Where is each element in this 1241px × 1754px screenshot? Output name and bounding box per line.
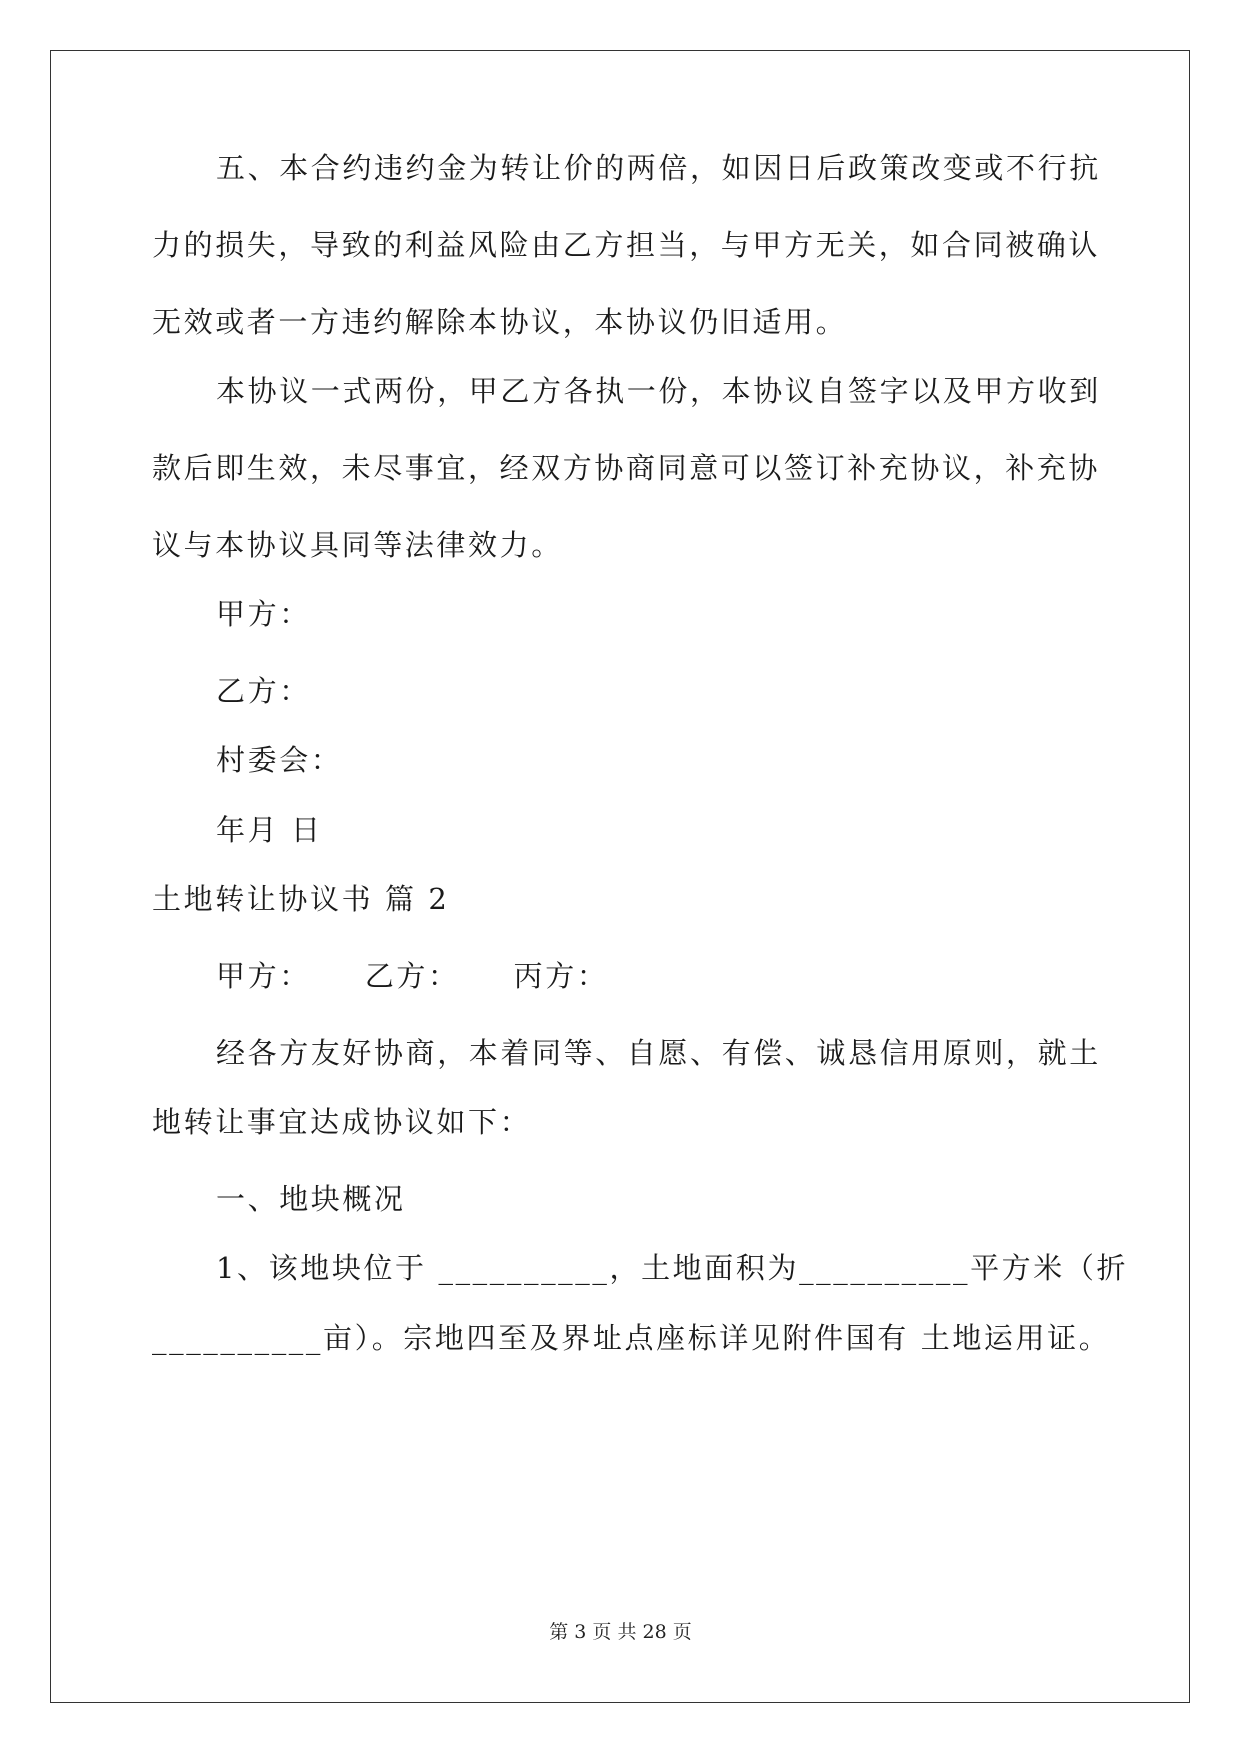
paragraph-line: 五、本合约违约金为转让价的两倍，如因日后政策改变或不行抗 <box>216 151 1101 185</box>
page-number: 第 3 页 共 28 页 <box>549 1621 692 1643</box>
paragraph-line: 款后即生效，未尽事宜，经双方协商同意可以签订补充协议，补充协 <box>152 451 1101 485</box>
paragraph-line: 议与本协议具同等法律效力。 <box>152 528 563 562</box>
paragraph-line: 经各方友好协商，本着同等、自愿、有偿、诚恳信用原则，就土 <box>216 1036 1101 1070</box>
page-border <box>50 50 1190 1703</box>
party-a-label: 甲方： <box>216 959 311 993</box>
signature-party-a: 甲方： <box>216 597 311 631</box>
paragraph-line: __________亩）。宗地四至及界址点座标详见附件国有 土地运用证。 <box>152 1321 1111 1355</box>
signature-village-committee: 村委会： <box>216 743 343 777</box>
paragraph-line: 本协议一式两份，甲乙方各执一份，本协议自签字以及甲方收到 <box>216 374 1101 408</box>
parties-line <box>216 956 608 996</box>
signature-party-b: 乙方： <box>216 674 311 708</box>
signature-date: 年月 日 <box>216 813 323 847</box>
paragraph-line: 力的损失，导致的利益风险由乙方担当，与甲方无关，如合同被确认 <box>152 228 1101 262</box>
paragraph-line: 1、该地块位于 __________，土地面积为__________平方米（折 <box>216 1251 1129 1285</box>
party-b-label: 乙方： <box>364 959 460 993</box>
section-heading: 土地转让协议书 篇 2 <box>152 882 450 916</box>
paragraph-line: 无效或者一方违约解除本协议，本协议仍旧适用。 <box>152 305 848 339</box>
subsection-heading: 一、地块概况 <box>216 1182 406 1216</box>
paragraph-line: 地转让事宜达成协议如下： <box>152 1105 532 1139</box>
party-c-label: 丙方： <box>513 959 609 993</box>
